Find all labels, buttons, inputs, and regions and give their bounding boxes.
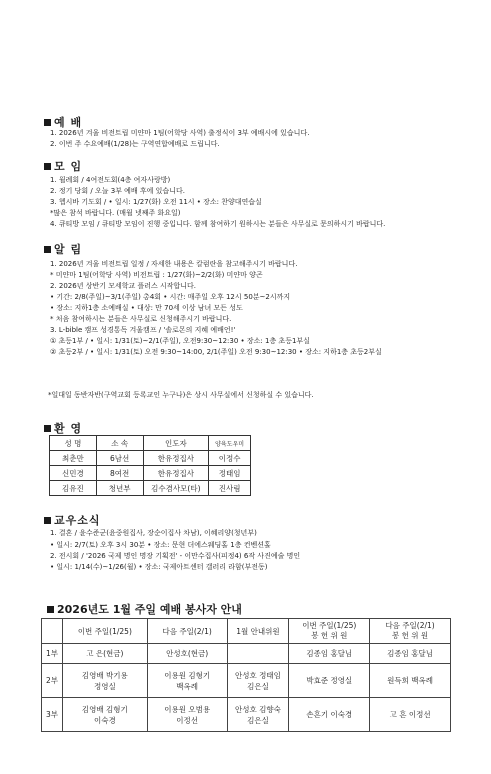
square-bullet-icon	[44, 246, 51, 253]
table-row	[50, 481, 251, 496]
table-header-cell: 이번 주일(1/25) 봉 헌 위 원	[289, 619, 370, 644]
table-cell: 이용원 김형기 백옥례	[147, 664, 227, 698]
table-row	[50, 466, 251, 481]
worship-line: 1. 2026년 겨울 비전트립 미얀마 1팀(어학당 사역) 출정식이 3부 예배시에 있습니다.	[50, 129, 310, 137]
notice-line: 1. 2026년 겨울 비전트립 일정 / 자세한 내용은 칼럼란을 참고해주시기 바랍니다.	[50, 260, 298, 268]
notice-line: • 기간: 2/8(주일)~3/1(주일) 총4회 • 시간: 매주일 오후 12시 50분~2시까지	[50, 293, 291, 301]
table-header-row	[42, 619, 451, 644]
table-cell: 김영배 박기용 정영실	[62, 664, 147, 698]
notice-line: 3. L-bible 캠프 성경통독 겨울캠프 / '솔로몬의 지혜 예배언!'	[50, 326, 236, 334]
notice-line: * 미얀마 1팀(어학당 사역) 비전트립 : 1/27(화)~2/2(화) 미얀마 양곤	[50, 271, 263, 279]
table-cell: 김유진	[50, 481, 97, 496]
church-news-line: • 일시: 1/14(수)~1/26(월) • 장소: 국제아트센터 갤러리 라함(부전동)	[50, 563, 268, 571]
section-title-church-news: 교우소식	[44, 512, 101, 528]
square-bullet-icon	[44, 119, 51, 126]
meeting-line: 2. 정기 당회 / 오늘 3부 예배 후에 있습니다.	[50, 187, 185, 195]
table-cell: 원득희 백옥례	[370, 664, 451, 698]
table-cell: 신민경	[50, 466, 97, 481]
table-cell: 정태임	[209, 466, 251, 481]
church-news-line: 2. 전시회 / '2026 국제 명인 명장 기획전' - 이만수집사(피정4) 6작 사진예술 명인	[50, 552, 301, 560]
square-bullet-icon	[44, 517, 51, 524]
table-header-cell: 이번 주일(1/25)	[62, 619, 147, 644]
table-row	[42, 664, 451, 698]
table-row	[42, 644, 451, 664]
square-bullet-icon	[44, 425, 51, 432]
table-cell: 3부	[42, 698, 63, 732]
table-cell: 2부	[42, 664, 63, 698]
section-title-notice: 알 림	[44, 241, 82, 257]
table-header-row	[50, 436, 251, 451]
meeting-line: 4. 큐티방 모임 / 큐티방 모임이 진행 중입니다. 함께 참여하기 원하시는 분들은 사무실로 문의하시기 바랍니다.	[50, 220, 386, 228]
table-cell: 한유정집사	[143, 451, 209, 466]
table-header-cell: 양육도우미	[209, 436, 251, 451]
table-cell: 8여전	[96, 466, 143, 481]
table-header-cell: 인도자	[143, 436, 209, 451]
table-cell: 안성호 김향숙 김은실	[227, 698, 289, 732]
notice-line: 2. 2026년 상반기 모세학교 플러스 시작합니다.	[50, 282, 197, 290]
meeting-line: 1. 월례회 / 4여전도회(4층 여자사랑방)	[50, 176, 171, 184]
table-header-cell: 다음 주일(2/1) 봉 헌 위 원	[370, 619, 451, 644]
section-title-welcome: 환 영	[44, 420, 82, 436]
table-header-cell: 소 속	[96, 436, 143, 451]
church-news-line: 1. 결혼 / 윤수준군(윤중원집사, 장순이집사 차남), 이혜리양(청년부)	[50, 529, 257, 537]
table-row	[42, 698, 451, 732]
table-header-cell: 다음 주일(2/1)	[147, 619, 227, 644]
meeting-line: *많은 참석 바랍니다. (매월 넷째주 화요일)	[50, 209, 181, 217]
notice-line: ② 초등2부 / • 일시: 1/31(토) 오전 9:30~14:00, 2/1(주일) 오전 9:30~12:30 • 장소: 지하1층 초등2부실	[50, 348, 382, 356]
table-cell: 안성호 정태임 김은실	[227, 664, 289, 698]
church-news-line: • 일시: 2/7(토) 오후 3시 30분 • 장소: 문현 더에스웨딩홀 1층 컨벤션홀	[50, 541, 271, 549]
table-cell: 이정수	[209, 451, 251, 466]
table-cell: 최춘만	[50, 451, 97, 466]
table-cell	[227, 644, 289, 664]
table-header-cell: 1월 안내위원	[227, 619, 289, 644]
notice-line: * 처음 참여하시는 분들은 사무실로 신청해주시기 바랍니다.	[50, 315, 232, 323]
table-row	[50, 451, 251, 466]
section-title-meeting: 모 임	[44, 158, 82, 174]
meeting-line: 3. 헵시바 기도회 / • 일시: 1/27(화) 오전 11시 • 장소: 찬양대연습실	[50, 198, 262, 206]
table-cell: 고 흔 이정선	[370, 698, 451, 732]
section-title-worship: 예 배	[44, 114, 82, 130]
table-cell: 진사림	[209, 481, 251, 496]
table-cell: 1부	[42, 644, 63, 664]
table-cell: 김영배 김형기 이숙경	[62, 698, 147, 732]
table-cell: 김수겸사모(타)	[143, 481, 209, 496]
square-bullet-icon	[47, 606, 54, 613]
volunteers-title: 2026년도 1월 주일 예배 봉사자 안내	[47, 601, 242, 617]
notice-footnote: *일대일 동반자반(구역교회 등록교인 누구나)은 상시 사무실에서 신청하실 수 있습니다.	[48, 391, 314, 399]
welcome-table	[49, 435, 251, 496]
table-cell: 김종임 홍달님	[370, 644, 451, 664]
table-cell: 한유정집사	[143, 466, 209, 481]
worship-line: 2. 이번 주 수요예배(1/28)는 구역연합예배로 드립니다.	[50, 140, 220, 148]
table-cell: 손흔기 이숙경	[289, 698, 370, 732]
table-cell: 김종임 홍달님	[289, 644, 370, 664]
square-bullet-icon	[44, 163, 51, 170]
table-cell: 청년부	[96, 481, 143, 496]
table-header-cell	[42, 619, 63, 644]
notice-line: ① 초등1부 / • 일시: 1/31(토)~2/1(주일), 오전9:30~12:30 • 장소: 1층 초등1부실	[50, 337, 310, 345]
notice-line: • 장소: 지하1층 소예배실 • 대상: 만 70세 이상 남녀 모든 성도	[50, 304, 243, 312]
table-cell: 6남선	[96, 451, 143, 466]
table-cell: 박효준 정영실	[289, 664, 370, 698]
table-cell: 이용원 오범용 이정선	[147, 698, 227, 732]
table-header-cell: 성 명	[50, 436, 97, 451]
volunteers-table	[41, 618, 451, 732]
table-cell: 고 은(현금)	[62, 644, 147, 664]
table-cell: 안성호(현금)	[147, 644, 227, 664]
